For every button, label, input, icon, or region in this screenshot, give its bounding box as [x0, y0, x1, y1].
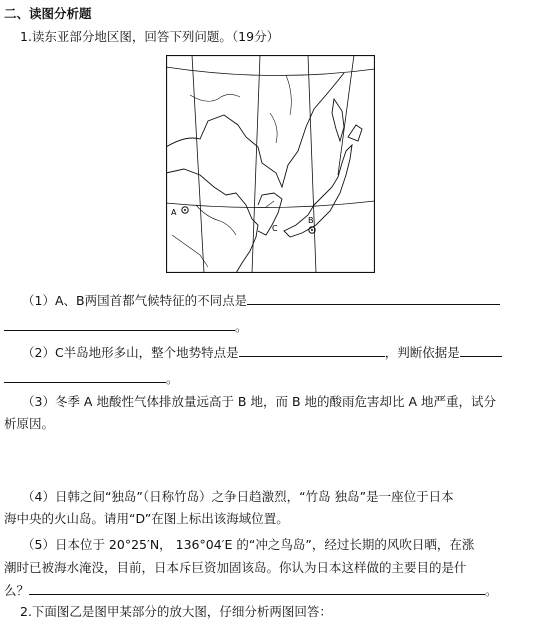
q1-sub4-line-1: （4）日韩之间“独岛”（日称竹岛）之争日趋激烈，“竹岛 独岛”是一座位于日本	[22, 489, 454, 504]
q1-sub5-line-1: （5）日本位于 20°25′N， 136°04′E 的“冲之鸟岛”，经过长期的风吹日晒，在涨	[22, 537, 475, 552]
question-2-intro: 2.下面图乙是图甲某部分的放大图，仔细分析两图回答：	[20, 604, 332, 619]
q1-sub2-blank-3[interactable]	[4, 370, 166, 383]
q1-sub3-line-1: （3）冬季 A 地酸性气体排放量远高于 B 地，而 B 地的酸雨危害却比 A 地严重，试分	[22, 394, 496, 409]
q1-sub1-line	[22, 291, 500, 309]
q1-sub2-text: （2）C半岛地形多山，整个地势特点是	[22, 345, 239, 360]
q1-sub2-line	[22, 343, 502, 361]
map-label-c: C	[272, 224, 278, 233]
q1-sub2-mid: ，判断依据是	[384, 345, 460, 360]
q1-sub2-blank-2[interactable]	[460, 344, 502, 357]
question-1-intro: 1.读东亚部分地区图，回答下列问题。（19分）	[20, 29, 280, 44]
q1-sub5-line-3	[4, 581, 498, 599]
q1-sub1-line-2	[4, 317, 248, 335]
section-title: 二、读图分析题	[4, 6, 92, 21]
q1-sub5-blank[interactable]	[29, 582, 485, 595]
map-label-a: A	[171, 208, 177, 217]
q1-sub2-line-2	[4, 369, 179, 387]
q1-sub1-blank-1[interactable]	[247, 292, 500, 305]
q1-sub1-text: （1）A、B两国首都气候特征的不同点是	[22, 293, 248, 308]
q1-sub2-end: 。	[166, 371, 179, 386]
q1-sub2-blank-1[interactable]	[239, 344, 385, 357]
q1-sub1-end: 。	[235, 319, 248, 334]
q1-sub5-line-2: 潮时已被海水淹没，目前，日本斥巨资加固该岛。你认为日本这样做的主要目的是什	[4, 560, 467, 575]
east-asia-map	[166, 55, 375, 273]
map-label-b: B	[308, 216, 314, 225]
q1-sub5-end: 。	[485, 583, 498, 598]
q1-sub1-blank-2[interactable]	[4, 318, 235, 331]
q1-sub4-line-2: 海中央的火山岛。请用“D”在图上标出该海域位置。	[4, 511, 289, 526]
q1-sub3-line-2: 析原因。	[4, 416, 55, 431]
q1-sub5-prefix: 么？	[4, 583, 30, 598]
